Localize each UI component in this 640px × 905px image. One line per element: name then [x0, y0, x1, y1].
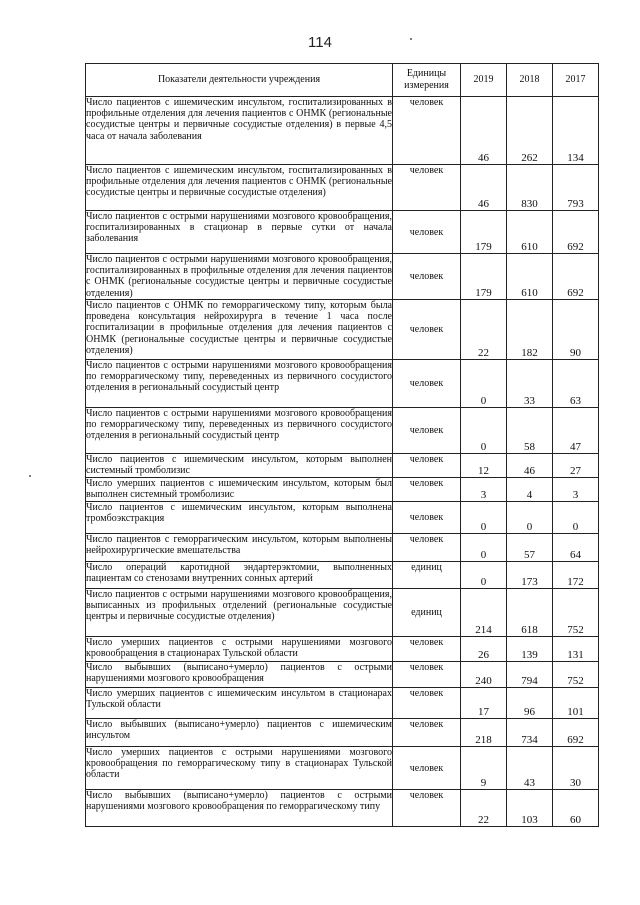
table-row: [86, 662, 599, 688]
scan-speck: [410, 38, 412, 40]
value-2019-cell: 0: [461, 360, 507, 408]
table-row: [86, 454, 599, 478]
table-row: [86, 562, 599, 589]
unit-cell: человек: [393, 688, 461, 719]
value-2018-cell: 734: [507, 719, 553, 747]
value-2019-cell: 3: [461, 478, 507, 502]
unit-cell: единиц: [393, 589, 461, 637]
value-2018-cell: 4: [507, 478, 553, 502]
table-row: [86, 408, 599, 454]
value-2018-cell: 610: [507, 211, 553, 254]
value-2017-cell: 3: [553, 478, 599, 502]
value-2018-cell: 96: [507, 688, 553, 719]
value-2017-cell: 793: [553, 165, 599, 211]
value-2019-cell: 218: [461, 719, 507, 747]
value-2019-cell: 179: [461, 254, 507, 300]
indicator-cell: Число выбывших (выписано+умерло) пациентов с острыми нарушениями мозгового кровообращения: [86, 662, 393, 688]
value-2018-cell: 58: [507, 408, 553, 454]
value-2018-cell: 794: [507, 662, 553, 688]
unit-cell: человек: [393, 454, 461, 478]
value-2017-cell: 172: [553, 562, 599, 589]
indicator-cell: Число пациентов с ишемическим инсультом, которым выполнена тромбоэкстракция: [86, 502, 393, 534]
value-2017-cell: 0: [553, 502, 599, 534]
table-row: [86, 254, 599, 300]
table-header-row: [86, 64, 599, 97]
table-row: [86, 165, 599, 211]
value-2017-cell: 134: [553, 97, 599, 165]
header-indicator: Показатели деятельности учреждения: [86, 64, 393, 97]
unit-cell: человек: [393, 637, 461, 662]
value-2019-cell: 22: [461, 300, 507, 360]
unit-cell: человек: [393, 408, 461, 454]
value-2019-cell: 179: [461, 211, 507, 254]
value-2017-cell: 27: [553, 454, 599, 478]
value-2019-cell: 9: [461, 747, 507, 790]
indicator-cell: Число пациентов с ОНМК по геморрагическому типу, которым была проведена консультация нейрохирурга в течение 1 часа после госпитализации в профильные отделения для лечения пациентов с ОНМК (региональные сосудистые центры и первичные сосудистые отделения): [86, 300, 393, 360]
value-2019-cell: 22: [461, 790, 507, 827]
value-2018-cell: 46: [507, 454, 553, 478]
unit-cell: человек: [393, 360, 461, 408]
header-year-2017: 2017: [553, 64, 599, 97]
indicator-cell: Число пациентов с острыми нарушениями мозгового кровообращения, госпитализированных в профильные отделения для лечения пациентов с ОНМК (региональные сосудистые центры и первичные сосудистые отделения): [86, 254, 392, 299]
value-2017-cell: 30: [553, 747, 599, 790]
table-row: [86, 790, 599, 827]
table-row: [86, 300, 599, 360]
indicator-cell: Число пациентов с острыми нарушениями мозгового кровообращения по геморрагическому типу, переведенных из первичного сосудистого отделения в региональный сосудистый центр: [86, 408, 393, 454]
table-row: [86, 589, 599, 637]
value-2018-cell: 610: [507, 254, 553, 300]
indicator-cell: Число умерших пациентов с ишемическим инсультом, которым был выполнен системный тромболизис: [86, 478, 392, 501]
value-2019-cell: 0: [461, 562, 507, 589]
table-row: [86, 211, 599, 254]
indicator-cell: Число пациентов с острыми нарушениями мозгового кровообращения по геморрагическому типу, переведенных из первичного сосудистого отделения в региональный сосудистый центр: [86, 360, 393, 408]
indicator-cell: Число пациентов с острыми нарушениями мозгового кровообращения, госпитализированных в стационар в первые сутки от начала заболевания: [86, 211, 393, 254]
value-2017-cell: 64: [553, 534, 599, 562]
value-2019-cell: 26: [461, 637, 507, 662]
unit-cell: человек: [393, 165, 461, 211]
unit-cell: человек: [393, 719, 461, 747]
indicator-cell: Число умерших пациентов с ишемическим инсультом в стационарах Тульской области: [86, 688, 393, 719]
value-2017-cell: 63: [553, 360, 599, 408]
table-row: [86, 360, 599, 408]
header-unit: Единицы измерения: [393, 64, 461, 97]
value-2018-cell: 182: [507, 300, 553, 360]
value-2019-cell: 12: [461, 454, 507, 478]
value-2019-cell: 46: [461, 165, 507, 211]
value-2018-cell: 262: [507, 97, 553, 165]
value-2018-cell: 43: [507, 747, 553, 790]
unit-cell: человек: [393, 534, 461, 562]
unit-cell: человек: [393, 790, 461, 827]
indicator-cell: Число операций каротидной эндартерэктомии, выполненных пациентам со стенозами внутренних сонных артерий: [86, 562, 393, 589]
value-2017-cell: 131: [553, 637, 599, 662]
unit-cell: человек: [393, 300, 461, 360]
value-2019-cell: 214: [461, 589, 507, 637]
unit-cell: человек: [393, 254, 461, 300]
table-row: [86, 534, 599, 562]
value-2017-cell: 101: [553, 688, 599, 719]
table-row: [86, 478, 599, 502]
table-row: [86, 637, 599, 662]
scan-speck: [29, 475, 31, 477]
indicator-cell: Число пациентов с острыми нарушениями мозгового кровообращения, выписанных из профильных отделений (региональные сосудистые центры и первичные сосудистые отделения): [86, 589, 393, 637]
value-2018-cell: 618: [507, 589, 553, 637]
value-2017-cell: 692: [553, 719, 599, 747]
indicator-cell: Число пациентов с геморрагическим инсультом, которым выполнены нейрохирургические вмешательства: [86, 534, 393, 562]
indicator-cell: Число умерших пациентов с острыми нарушениями мозгового кровообращения по геморрагическому типу в стационарах Тульской области: [86, 747, 393, 790]
value-2019-cell: 0: [461, 408, 507, 454]
indicators-table: [85, 63, 599, 827]
header-year-2019: 2019: [461, 64, 507, 97]
table-row: [86, 502, 599, 534]
table-row: [86, 719, 599, 747]
unit-cell: человек: [393, 478, 461, 502]
unit-cell: человек: [393, 502, 461, 534]
value-2017-cell: 752: [553, 589, 599, 637]
unit-cell: человек: [393, 211, 461, 254]
value-2018-cell: 139: [507, 637, 553, 662]
unit-cell: человек: [393, 662, 461, 688]
table-row: [86, 747, 599, 790]
table-row: [86, 688, 599, 719]
value-2017-cell: 692: [553, 211, 599, 254]
value-2018-cell: 57: [507, 534, 553, 562]
value-2019-cell: 0: [461, 502, 507, 534]
indicator-cell: Число выбывших (выписано+умерло) пациентов с острыми нарушениями мозгового кровообращения по геморрагическому типу: [86, 790, 393, 827]
value-2019-cell: 46: [461, 97, 507, 165]
header-year-2018: 2018: [507, 64, 553, 97]
table-row: [86, 97, 599, 165]
indicator-cell: Число пациентов с ишемическим инсультом, госпитализированных в профильные отделения для лечения пациентов с ОНМК (региональные сосудистые центры и первичные сосудистые отделения): [86, 165, 393, 211]
value-2018-cell: 830: [507, 165, 553, 211]
page-number: 114: [308, 34, 332, 51]
value-2018-cell: 0: [507, 502, 553, 534]
value-2019-cell: 0: [461, 534, 507, 562]
value-2017-cell: 90: [553, 300, 599, 360]
unit-cell: человек: [393, 747, 461, 790]
value-2018-cell: 173: [507, 562, 553, 589]
value-2017-cell: 692: [553, 254, 599, 300]
value-2017-cell: 60: [553, 790, 599, 827]
value-2019-cell: 17: [461, 688, 507, 719]
value-2018-cell: 103: [507, 790, 553, 827]
value-2017-cell: 752: [553, 662, 599, 688]
indicator-cell: Число пациентов с ишемическим инсультом, которым выполнен системный тромболизис: [86, 454, 392, 477]
unit-cell: единиц: [393, 562, 461, 589]
value-2017-cell: 47: [553, 408, 599, 454]
indicator-cell: Число умерших пациентов с острыми нарушениями мозгового кровообращения в стационарах Тульской области: [86, 637, 393, 662]
value-2018-cell: 33: [507, 360, 553, 408]
indicator-cell: Число пациентов с ишемическим инсультом, госпитализированных в профильные отделения для лечения пациентов с ОНМК (региональные сосудистые центры и первичные сосудистые отделения) в первые 4,5 часа от начала заболевания: [86, 97, 393, 165]
value-2019-cell: 240: [461, 662, 507, 688]
unit-cell: человек: [393, 97, 461, 165]
indicator-cell: Число выбывших (выписано+умерло) пациентов с ишемическим инсультом: [86, 719, 393, 747]
